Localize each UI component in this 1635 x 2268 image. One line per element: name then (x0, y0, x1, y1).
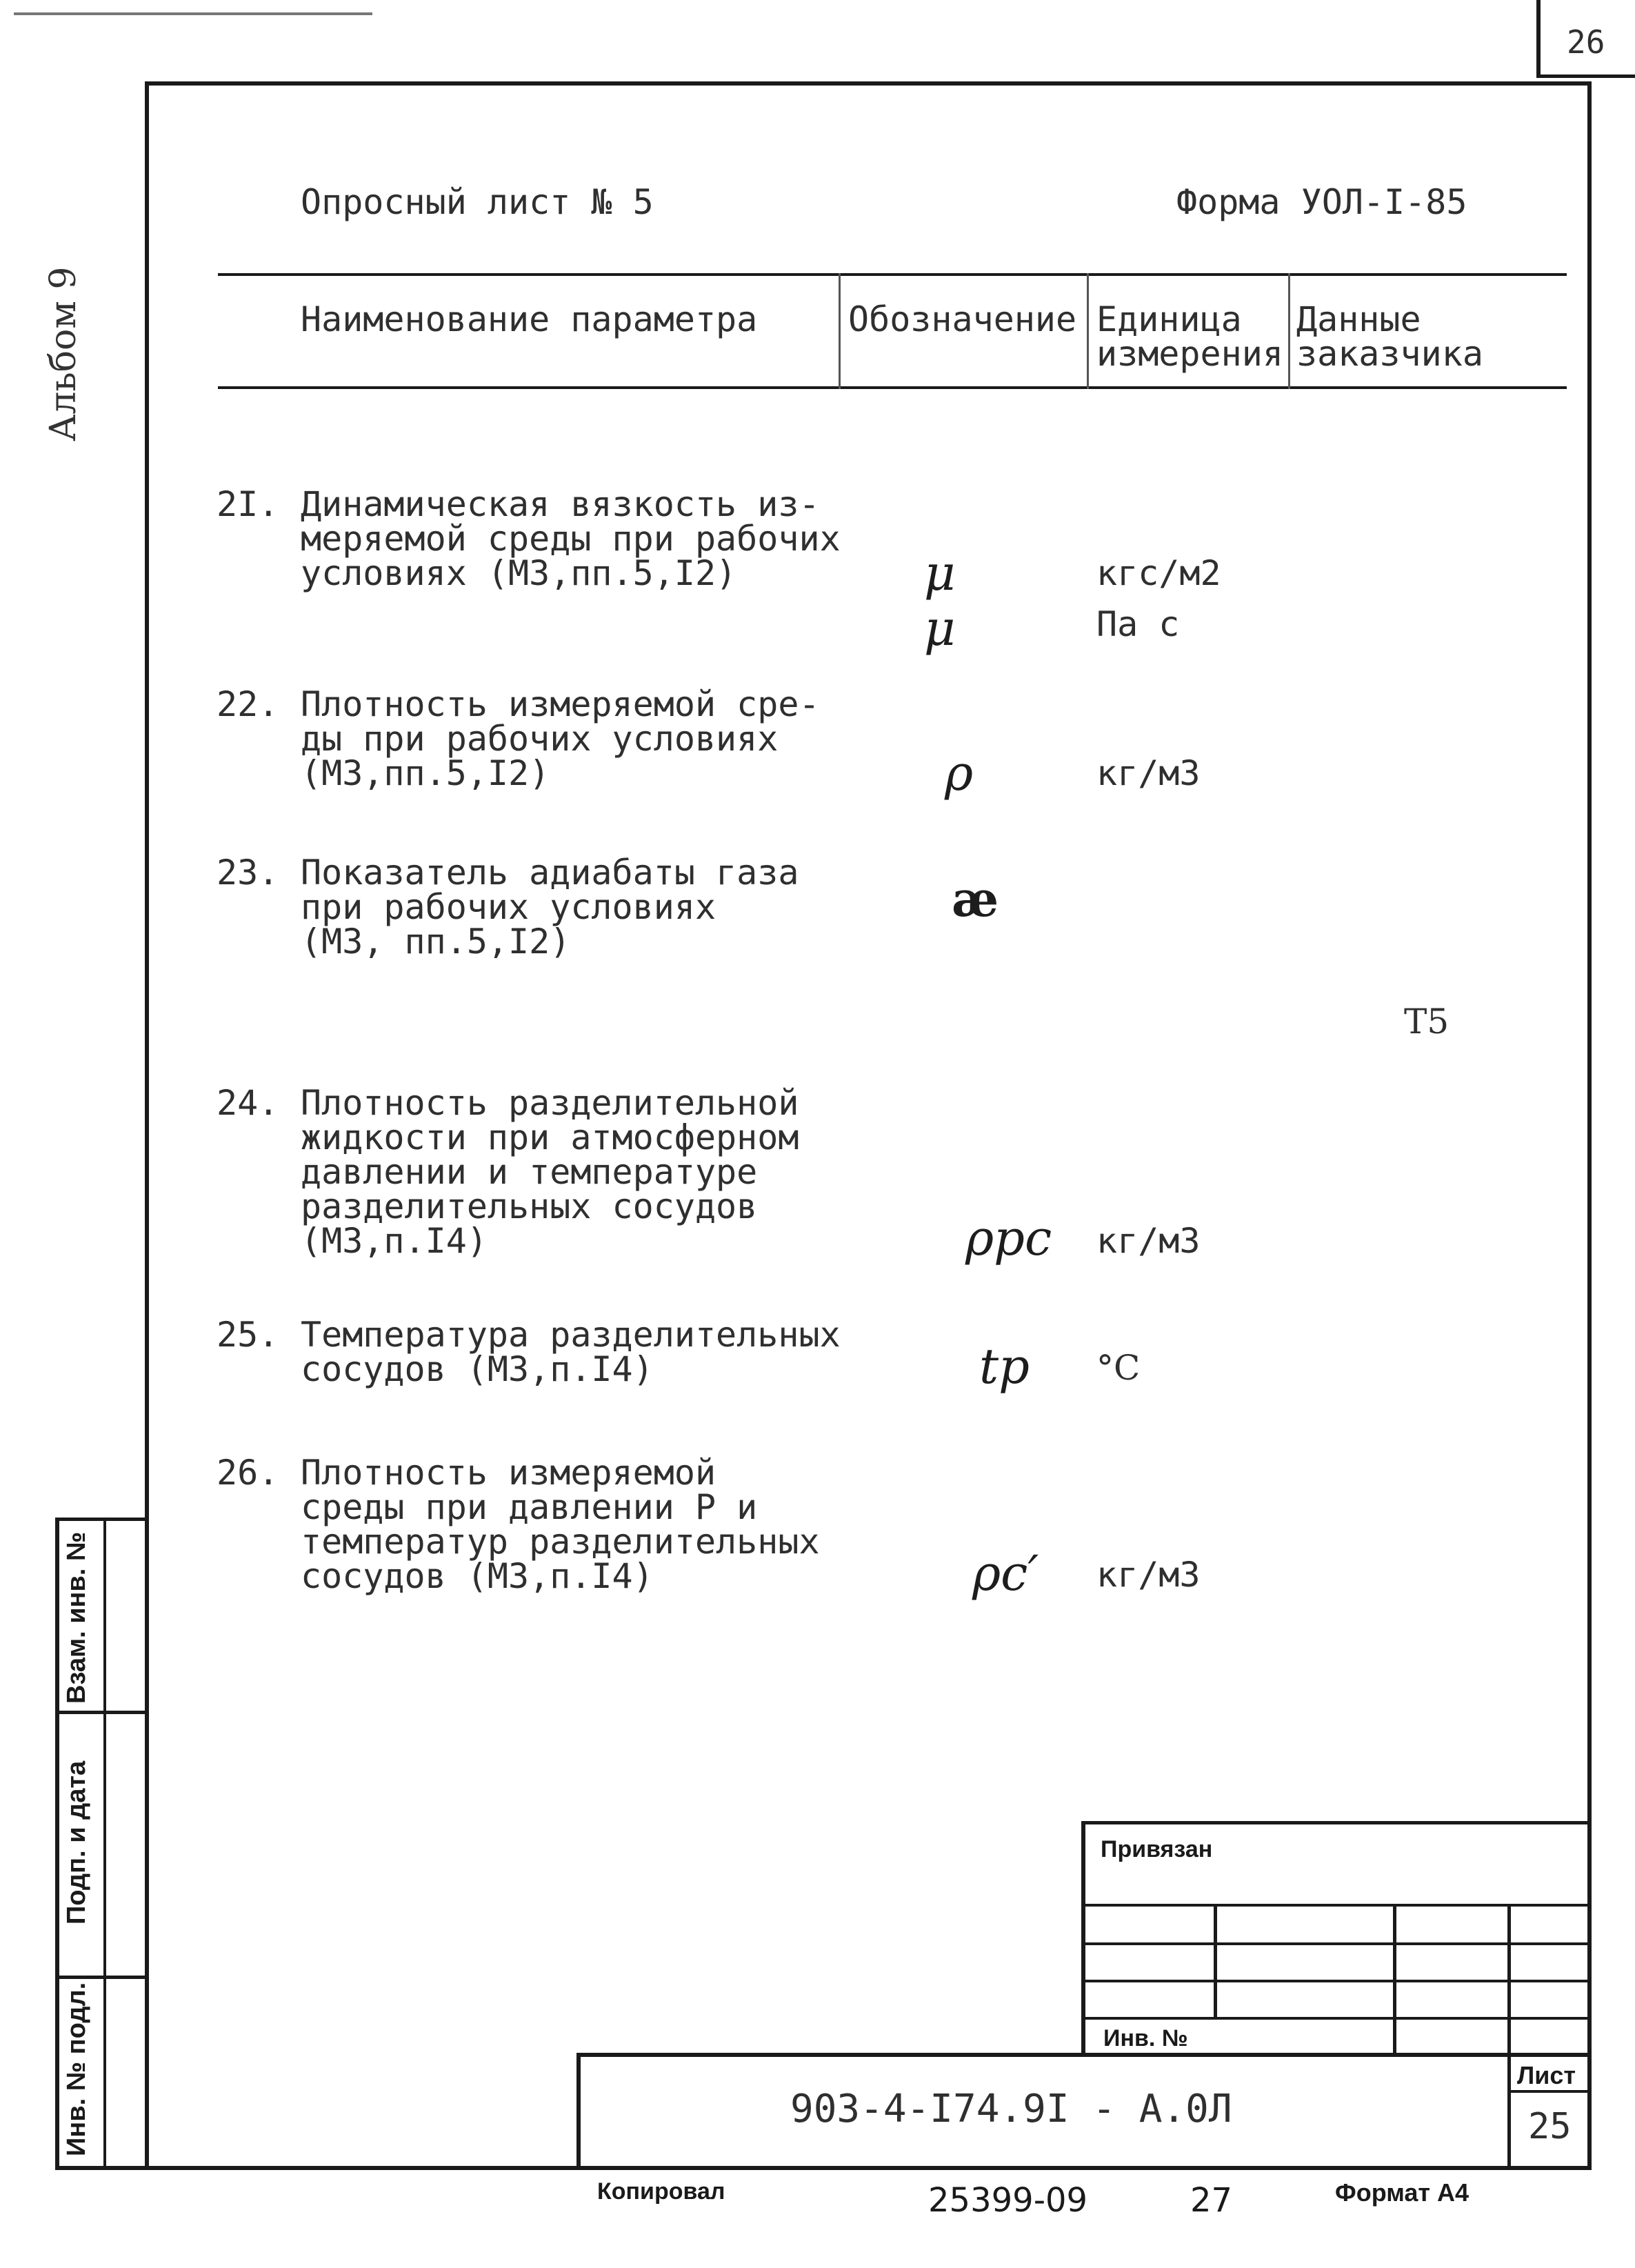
footer-format: Формат А4 (1335, 2178, 1470, 2207)
row-text-line: сосудов (МЗ,п.I4) (301, 1556, 654, 1596)
row-number: 2I. (217, 484, 279, 524)
column-header-symbol: Обозначение (848, 299, 1077, 339)
page-number-divider (1536, 0, 1541, 77)
table-header-bottom-rule (218, 386, 1567, 389)
row-text-line: (МЗ, пп.5,I2) (301, 922, 571, 962)
side-stamp-rule (55, 1711, 149, 1714)
row-text-line: (МЗ,пп.5,I2) (301, 753, 550, 793)
doc-code-box-top (576, 2053, 1592, 2057)
row-text-line: разделительных сосудов (301, 1186, 758, 1226)
title-block-col (1507, 1904, 1511, 2170)
column-divider (839, 273, 841, 389)
column-header-data: Данные (1296, 299, 1421, 339)
symbol-rho-pc: ρрс (965, 1210, 1052, 1266)
row-text-line: жидкости при атмосферном (301, 1117, 799, 1157)
side-stamp-left (55, 1518, 59, 2170)
title-block-rule (1081, 1980, 1592, 1982)
questionnaire-title: Опросный лист № 5 (301, 182, 654, 222)
frame-top (145, 81, 1592, 86)
inv-no-label: Инв. № (1103, 2025, 1188, 2051)
title-block-top (1081, 1821, 1592, 1824)
t5-mark: Т5 (1404, 1002, 1450, 1042)
row-text-line: температур разделительных (301, 1522, 820, 1562)
unit-value: кг/м3 (1096, 1221, 1201, 1261)
sheet-label: Лист (1517, 2061, 1576, 2089)
row-number: 23. (217, 853, 279, 893)
page-number-underline (1536, 74, 1635, 78)
title-block-left (1081, 1821, 1085, 2056)
title-block-rule (1081, 1942, 1592, 1945)
title-block-col (1214, 1904, 1217, 2017)
column-header-data: заказчика (1296, 334, 1483, 374)
symbol-mu: μ (924, 545, 956, 601)
form-code: Форма УОЛ-I-85 (1176, 182, 1467, 222)
frame-left (145, 81, 149, 2170)
row-text-line: меряемой среды при рабочих (301, 519, 841, 559)
row-text-line: Показатель адиабаты газа (301, 853, 799, 893)
side-stamp-divider (103, 1518, 106, 2170)
row-text-line: ды при рабочих условиях (301, 719, 779, 759)
side-stamp-vzam: Взам. инв. № (62, 1531, 91, 1704)
title-block-col (1393, 1904, 1396, 2056)
side-stamp-top (55, 1518, 149, 1521)
unit-value: °С (1096, 1348, 1141, 1388)
decorative-line (14, 12, 372, 15)
sheet-label-rule (1507, 2090, 1592, 2093)
row-number: 22. (217, 684, 279, 724)
privyazan-label: Привязан (1101, 1836, 1213, 1862)
side-stamp-podp: Подп. и дата (62, 1760, 91, 1924)
side-stamp-rule (55, 1976, 149, 1979)
side-stamp-inv: Инв. № подл. (62, 1982, 91, 2156)
frame-right (1587, 81, 1592, 2170)
table-header-top-rule (218, 273, 1567, 276)
footer-number: 25399-09 (928, 2181, 1088, 2220)
row-text-line: среды при давлении Р и (301, 1487, 758, 1527)
sheet-number: 25 (1528, 2106, 1572, 2147)
row-text-line: Температура разделительных (301, 1315, 841, 1355)
column-header-param: Наименование параметра (301, 299, 758, 339)
symbol-rho-c-prime: ρс′ (972, 1545, 1039, 1602)
title-block-rule (1081, 1904, 1592, 1907)
symbol-rho: ρ (945, 745, 974, 802)
column-divider (1288, 273, 1290, 389)
footer-extra: 27 (1190, 2181, 1233, 2220)
row-text-line: сосудов (МЗ,п.I4) (301, 1349, 654, 1389)
row-text-line: Плотность измеряемой (301, 1453, 716, 1493)
page-number: 26 (1567, 23, 1605, 61)
row-text-line: при рабочих условиях (301, 887, 716, 927)
row-text-line: Плотность измеряемой сре- (301, 684, 820, 724)
unit-value: кг/м3 (1096, 1555, 1201, 1595)
album-label: Альбом 9 (43, 266, 84, 441)
row-text-line: Плотность разделительной (301, 1083, 799, 1123)
row-text-line: (МЗ,п.I4) (301, 1221, 488, 1261)
title-block-rule (1081, 2017, 1592, 2020)
frame-bottom (55, 2166, 1592, 2170)
row-number: 24. (217, 1083, 279, 1123)
row-number: 25. (217, 1315, 279, 1355)
document-code: 903-4-I74.9I - А.0Л (790, 2087, 1232, 2131)
column-divider (1087, 273, 1089, 389)
footer-copied: Копировал (597, 2178, 725, 2205)
row-number: 26. (217, 1453, 279, 1493)
column-header-unit: измерения (1096, 334, 1283, 374)
column-header-unit: Единица (1096, 299, 1242, 339)
row-text-line: условиях (МЗ,пп.5,I2) (301, 553, 737, 593)
unit-value: кгс/м2 (1096, 553, 1221, 593)
symbol-mu: μ (924, 600, 956, 657)
doc-code-box-left (576, 2053, 581, 2170)
row-text-line: Динамическая вязкость из- (301, 484, 820, 524)
unit-value: кг/м3 (1096, 753, 1201, 793)
row-text-line: давлении и температуре (301, 1152, 758, 1192)
symbol-kappa: æ (952, 871, 999, 928)
symbol-t-p: tр (979, 1338, 1030, 1395)
unit-value: Па с (1096, 604, 1180, 644)
